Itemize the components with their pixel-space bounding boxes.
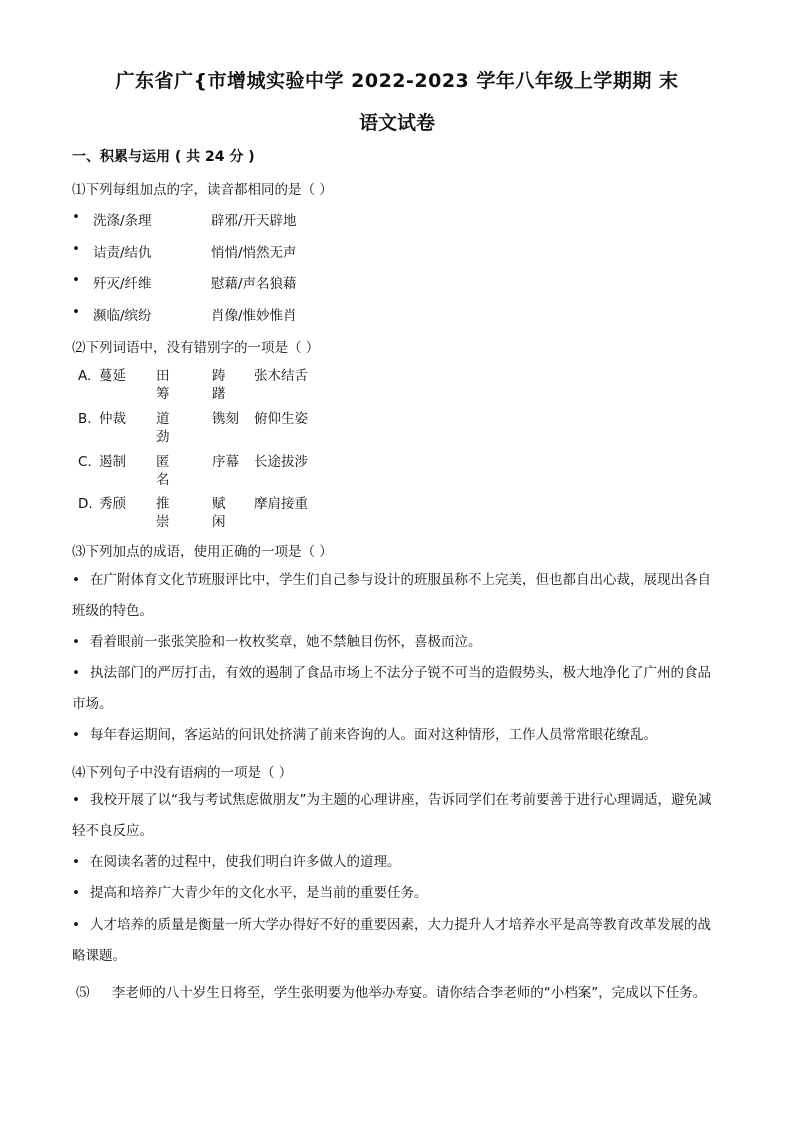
bullet: • [72,634,80,650]
option-letter: B. [78,411,92,427]
option-word-a: 洗涤/条理 [93,213,152,229]
option-text: 执法部门的严厉打击，有效的遏制了食品市场上不法分子锐不可当的造假势头，极大地净化了广州的食品市场。 [72,665,711,712]
option-word-4: 俯仰生姿 [254,411,308,427]
bullet: • [72,792,80,808]
option-word-4: 摩肩接重 [254,496,308,512]
option-word-2: 道劲 [156,411,170,445]
question-number: ⑸ [76,985,90,1001]
bullet: • [72,209,80,225]
bullet: • [72,304,80,320]
question-text: 李老师的八十岁生日将至，学生张明要为他举办寿宴。请你结合李老师的“小档案”，完成以下任务。 [111,985,707,1001]
option-word-2: 推崇 [156,496,170,530]
option-text: 在广附体育文化节班服评比中，学生们自己参与设计的班服虽称不上完美，但也都自出心裁，展现出各自班级的特色。 [72,572,711,619]
option-letter: A. [78,368,92,384]
question-4-option [72,847,712,878]
question-4-option [72,785,712,847]
option-word-a: 诘责/结仇 [93,245,152,261]
option-word-b: 慰藉/声名狼藉 [211,276,297,292]
option-text: 提高和培养广大青少年的文化水平，是当前的重要任务。 [89,885,428,901]
bullet: • [72,854,80,870]
bullet: • [72,241,80,257]
question-5-stem [76,981,706,1001]
exam-title-line1: 广东省广{市增城实验中学 2022-2023 学年八年级上学期期 末 [115,70,679,92]
bullet: • [72,272,80,288]
question-3-option [72,720,712,751]
option-word-b: 辟邪/开天辟地 [211,213,297,229]
question-3-option [72,658,712,720]
bullet: • [72,665,80,681]
bullet: • [72,572,80,588]
section-heading: 一、积累与运用 ( 共 24 分 ) [72,149,255,165]
exam-title-line2: 语文试卷 [358,112,435,134]
question-3-option [72,627,712,658]
option-word-1: 秀颀 [99,496,126,512]
question-1-stem: ⑴下列每组加点的字，读音都相同的是（ ） [72,182,333,198]
bullet: • [72,885,80,901]
question-3-option [72,565,712,627]
option-word-1: 仲裁 [99,411,126,427]
option-word-3: 镌刻 [212,411,239,427]
question-4-stem: ⑷下列句子中没有语病的一项是（ ） [72,765,293,781]
option-letter: C. [78,454,92,470]
option-word-a: 歼灭/纤维 [93,276,152,292]
option-word-b: 悄悄/悄然无声 [211,245,297,261]
question-4-option [72,878,712,909]
option-word-1: 蔓延 [99,368,126,384]
option-text: 人才培养的质量是衡量一所大学办得好不好的重要因素，大力提升人才培养水平是高等教育改革发展的战略课题。 [72,917,711,964]
option-word-3: 踌躇 [212,368,226,402]
option-word-a: 濒临/缤纷 [93,308,152,324]
option-text: 每年春运期间，客运站的问讯处挤满了前来咨询的人。面对这种情形，工作人员常常眼花缭乱。 [89,727,657,743]
option-word-4: 长途拔涉 [254,454,308,470]
option-word-3: 赋闲 [212,496,226,530]
option-text: 在阅读名著的过程中，使我们明白许多做人的道理。 [89,854,401,870]
option-text: 看着眼前一张张笑脸和一枚枚奖章，她不禁触目伤怀，喜极而泣。 [89,634,482,650]
question-2-stem: ⑵下列词语中，没有错别字的一项是（ ） [72,340,320,356]
option-word-b: 肖像/惟妙惟肖 [211,308,297,324]
option-word-2: 田筹 [156,368,170,402]
bullet: • [72,917,80,933]
question-4-option [72,910,712,972]
option-word-3: 序幕 [212,454,239,470]
option-text: 我校开展了以“我与考试焦虑做朋友”为主题的心理讲座，告诉同学们在考前要善于进行心理调适，避免减轻不良反应。 [72,792,712,839]
option-word-1: 遏制 [99,454,126,470]
bullet: • [72,727,80,743]
option-word-4: 张木结舌 [254,368,308,384]
option-letter: D. [78,496,93,512]
option-word-2: 匿名 [156,454,170,488]
question-3-stem: ⑶下列加点的成语，使用正确的一项是（ ） [72,544,333,560]
